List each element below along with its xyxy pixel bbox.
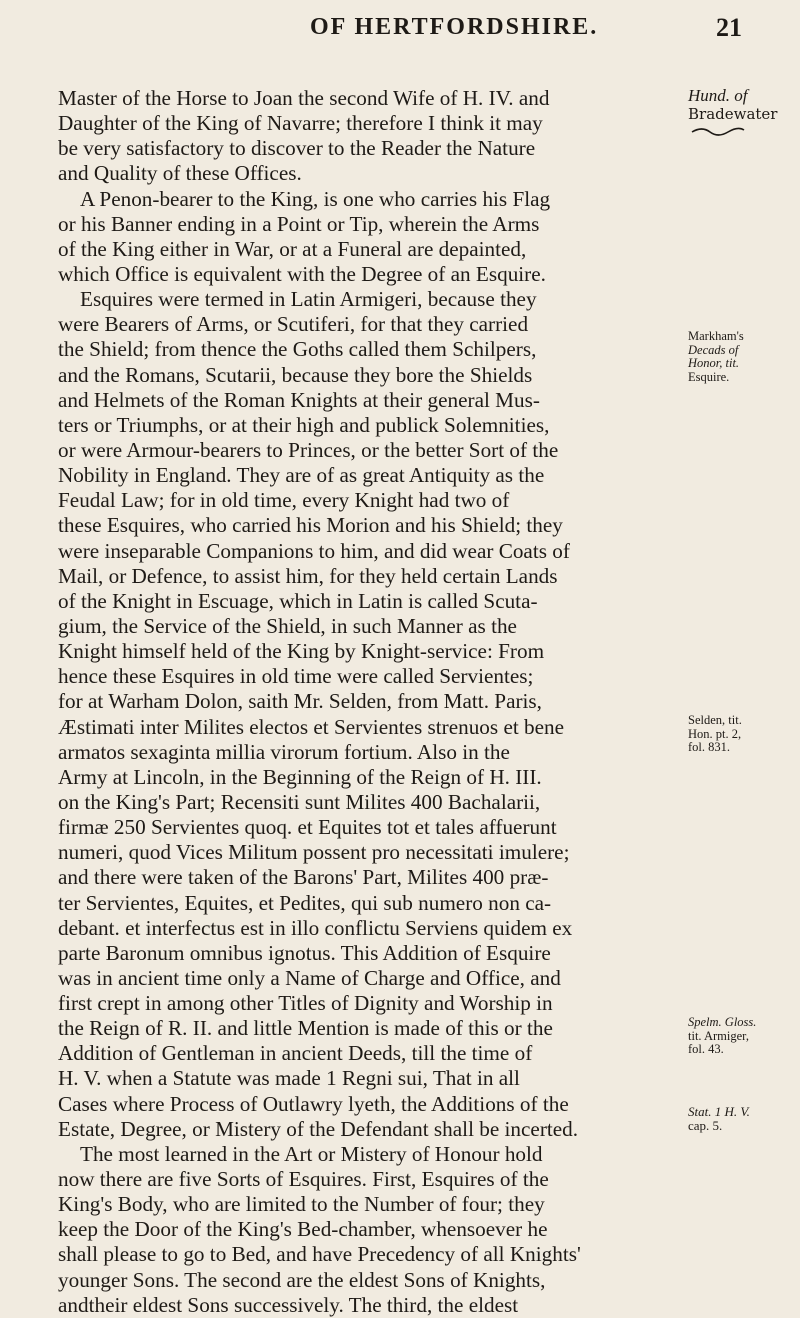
text-line: Esquires were termed in Latin Armigeri, because they: [80, 287, 537, 312]
margin-note-line: Selden, tit.: [688, 713, 742, 727]
text-line: Nobility in England. They are of as great Antiquity as the: [58, 463, 545, 488]
margin-note-line: cap. 5.: [688, 1117, 723, 1133]
margin-note-line: fol. 831.: [688, 740, 731, 754]
margin-note-line: Esquire.: [688, 369, 730, 384]
text-line: were inseparable Companions to him, and did wear Coats of: [58, 538, 570, 563]
margin-note-line: Honor, tit.: [688, 356, 740, 370]
text-line: now there are five Sorts of Esquires. First, Esquires of the: [58, 1167, 549, 1192]
text-line: or were Armour-bearers to Princes, or the better Sort of the: [58, 437, 559, 462]
text-line: first crept in among other Titles of Dignity and Worship in: [58, 991, 553, 1016]
text-line: and Quality of these Offices.: [58, 161, 302, 186]
margin-note-spelman: [688, 1016, 798, 1057]
text-line: these Esquires, who carried his Morion and his Shield; they: [58, 513, 563, 538]
text-line: younger Sons. The second are the eldest Sons of Knights,: [58, 1267, 546, 1292]
text-line: A Penon-bearer to the King, is one who carries his Flag: [80, 186, 551, 211]
body-text: [58, 86, 668, 1318]
text-line: and Helmets of the Roman Knights at their general Mus-: [58, 387, 540, 412]
text-line: H. V. when a Statute was made 1 Regni sui, That in all: [58, 1066, 520, 1091]
text-line: Army at Lincoln, in the Beginning of the Reign of H. III.: [58, 764, 542, 789]
text-line: of the King either in War, or at a Funeral are depainted,: [58, 236, 527, 261]
text-line: andtheir eldest Sons successively. The third, the eldest: [58, 1292, 519, 1317]
text-line: numeri, quod Vices Militum possent pro necessitati imulere;: [58, 840, 570, 865]
flourish-ornament: [688, 126, 748, 136]
text-line: and there were taken of the Barons' Part, Milites 400 præ-: [58, 865, 549, 890]
margin-note-hundred: [688, 86, 798, 136]
margin-note-selden: [688, 714, 798, 755]
text-line: Cases where Process of Outlawry lyeth, the Additions of the: [58, 1091, 569, 1116]
margin-note-line: Markham's: [688, 329, 744, 343]
text-line: Feudal Law; for in old time, every Knight had two of: [58, 488, 510, 513]
text-line: King's Body, who are limited to the Number of four; they: [58, 1192, 545, 1217]
margin-note-line: Stat. 1 H. V.: [688, 1104, 750, 1119]
text-line: Master of the Horse to Joan the second Wife of H. IV. and: [58, 86, 550, 110]
text-line: Knight himself held of the King by Knight-service: From: [58, 639, 545, 664]
margin-note-statute: [688, 1105, 798, 1132]
text-line: the Shield; from thence the Goths called them Schilpers,: [58, 337, 537, 362]
text-line: be very satisfactory to discover to the Reader the Nature: [58, 136, 536, 161]
text-line: Daughter of the King of Navarre; therefore I think it may: [58, 111, 543, 136]
text-line: debant. et interfectus est in illo conflictu Serviens quidem ex: [58, 915, 573, 940]
text-line: ters or Triumphs, or at their high and publick Solemnities,: [58, 412, 550, 437]
text-line: which Office is equivalent with the Degree of an Esquire.: [58, 261, 546, 286]
text-line: and the Romans, Scutarii, because they bore the Shields: [58, 362, 533, 387]
text-line: firmæ 250 Servientes quoq. et Equites tot et tales affuerunt: [58, 815, 557, 840]
text-line: Addition of Gentleman in ancient Deeds, till the time of: [58, 1041, 533, 1066]
text-line: Mail, or Defence, to assist him, for they held certain Lands: [58, 563, 558, 588]
margin-note-line: Hon. pt. 2,: [688, 726, 742, 741]
text-line: ter Servientes, Equites, et Pedites, qui sub numero non ca-: [58, 890, 552, 915]
margin-note-line: Bradewater: [688, 105, 778, 123]
margin-note-line: Spelm. Gloss.: [688, 1015, 757, 1029]
text-line: the Reign of R. II. and little Mention is made of this or the: [58, 1016, 553, 1041]
text-line: Estate, Degree, or Mistery of the Defendant shall be incerted.: [58, 1116, 579, 1141]
text-line: parte Baronum omnibus ignotus. This Addition of Esquire: [58, 940, 551, 965]
text-line: on the King's Part; Recensiti sunt Milites 400 Bachalarii,: [58, 789, 541, 814]
text-line: or his Banner ending in a Point or Tip, wherein the Arms: [58, 211, 540, 236]
margin-note-line: tit. Armiger,: [688, 1028, 749, 1043]
text-line: were Bearers of Arms, or Scutiferi, for that they carried: [58, 312, 529, 337]
text-line: for at Warham Dolon, saith Mr. Selden, from Matt. Paris,: [58, 689, 542, 714]
text-line: hence these Esquires in old time were called Servientes;: [58, 664, 534, 689]
margin-note-markham: [688, 330, 798, 384]
text-line: shall please to go to Bed, and have Precedency of all Knights': [58, 1242, 581, 1267]
text-line: armatos sexaginta millia virorum fortium. Also in the: [58, 739, 510, 764]
running-head: [0, 8, 800, 48]
text-line: keep the Door of the King's Bed-chamber, whensoever he: [58, 1217, 548, 1242]
text-line: The most learned in the Art or Mistery of Honour hold: [80, 1141, 543, 1166]
margin-note-line: Decads of: [688, 342, 739, 357]
text-line: of the Knight in Escuage, which in Latin is called Scuta-: [58, 588, 538, 613]
text-line: Æstimati inter Milites electos et Servientes strenuos et bene: [58, 714, 565, 739]
margin-note-line: fol. 43.: [688, 1042, 724, 1056]
page-number: 21: [716, 13, 742, 42]
running-title: OF HERTFORDSHIRE.: [310, 14, 599, 40]
text-line: was in ancient time only a Name of Charge and Office, and: [58, 965, 561, 990]
text-line: gium, the Service of the Shield, in such Manner as the: [58, 613, 517, 638]
margin-note-line: Hund. of: [688, 86, 748, 105]
